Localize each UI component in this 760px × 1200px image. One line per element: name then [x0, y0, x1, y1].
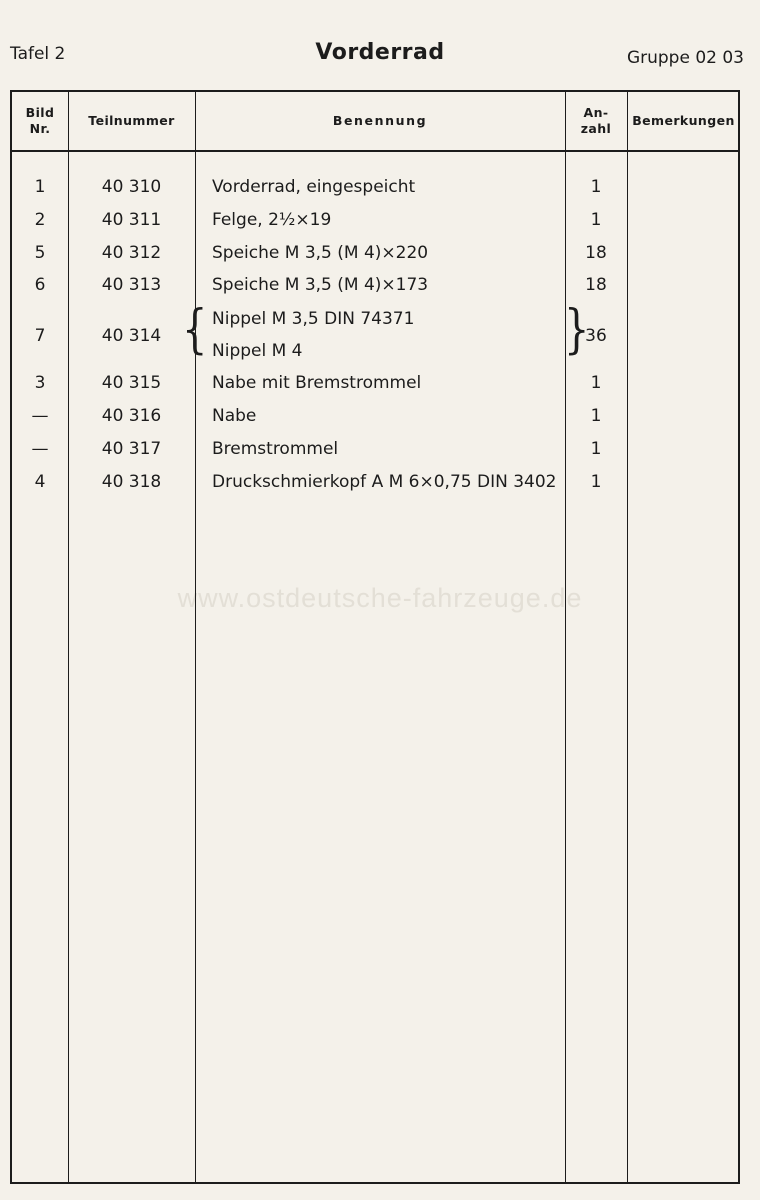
cell-benennung: Speiche M 3,5 (M 4)×220	[212, 243, 429, 263]
plate-number: Tafel 2	[10, 44, 66, 64]
cell-benennung: Nippel M 4	[212, 341, 303, 361]
page-title: Vorderrad	[315, 40, 445, 65]
column-header-teilnummer: Teilnummer	[88, 113, 175, 129]
column-divider	[627, 92, 628, 1182]
cell-teilnummer: 40 317	[101, 439, 162, 459]
column-header-benennung: Benennung	[332, 113, 428, 129]
cell-anzahl: 1	[590, 210, 602, 230]
cell-bild: 4	[34, 472, 46, 492]
cell-bild: 7	[34, 326, 46, 346]
cell-benennung: Nabe mit Bremstrommel	[212, 373, 422, 393]
cell-benennung: Nippel M 3,5 DIN 74371	[212, 309, 415, 329]
cell-teilnummer: 40 315	[101, 373, 162, 393]
cell-bild: —	[31, 406, 49, 426]
cell-benennung: Speiche M 3,5 (M 4)×173	[212, 275, 429, 295]
cell-benennung: Nabe	[212, 406, 257, 426]
cell-bild: 5	[34, 243, 46, 263]
cell-bild: 1	[34, 177, 46, 197]
left-brace-icon: {	[182, 300, 208, 360]
cell-bild: —	[31, 439, 49, 459]
cell-anzahl: 36	[585, 326, 607, 346]
cell-bild: 6	[34, 275, 46, 295]
header-divider	[12, 150, 738, 152]
right-brace-icon: }	[564, 300, 590, 360]
cell-anzahl: 1	[590, 406, 602, 426]
cell-teilnummer: 40 312	[101, 243, 162, 263]
column-divider	[195, 92, 196, 1182]
cell-teilnummer: 40 313	[101, 275, 162, 295]
cell-benennung: Bremstrommel	[212, 439, 339, 459]
cell-teilnummer: 40 316	[101, 406, 162, 426]
cell-benennung: Druckschmierkopf A M 6×0,75 DIN 3402	[212, 472, 557, 492]
column-header-bild: Bild Nr.	[25, 105, 55, 136]
group-benennung	[212, 303, 414, 367]
cell-benennung: Vorderrad, eingespeicht	[212, 177, 416, 197]
cell-teilnummer: 40 310	[101, 177, 162, 197]
cell-anzahl: 18	[585, 275, 607, 295]
cell-bild: 2	[34, 210, 46, 230]
watermark: www.ostdeutsche-fahrzeuge.de	[177, 583, 583, 613]
cell-anzahl: 1	[590, 373, 602, 393]
cell-anzahl: 1	[590, 439, 602, 459]
cell-teilnummer: 40 314	[101, 326, 162, 346]
cell-anzahl: 1	[590, 177, 602, 197]
column-header-anzahl: An- zahl	[580, 105, 612, 136]
parts-table	[10, 90, 740, 1184]
cell-anzahl: 1	[590, 472, 602, 492]
cell-benennung: Felge, 2½×19	[212, 210, 332, 230]
cell-anzahl: 18	[585, 243, 607, 263]
column-header-bemerkungen: Bemerkungen	[632, 113, 735, 129]
cell-teilnummer: 40 311	[101, 210, 162, 230]
cell-bild: 3	[34, 373, 46, 393]
cell-teilnummer: 40 318	[101, 472, 162, 492]
group-number: Gruppe 02 03	[626, 48, 744, 68]
